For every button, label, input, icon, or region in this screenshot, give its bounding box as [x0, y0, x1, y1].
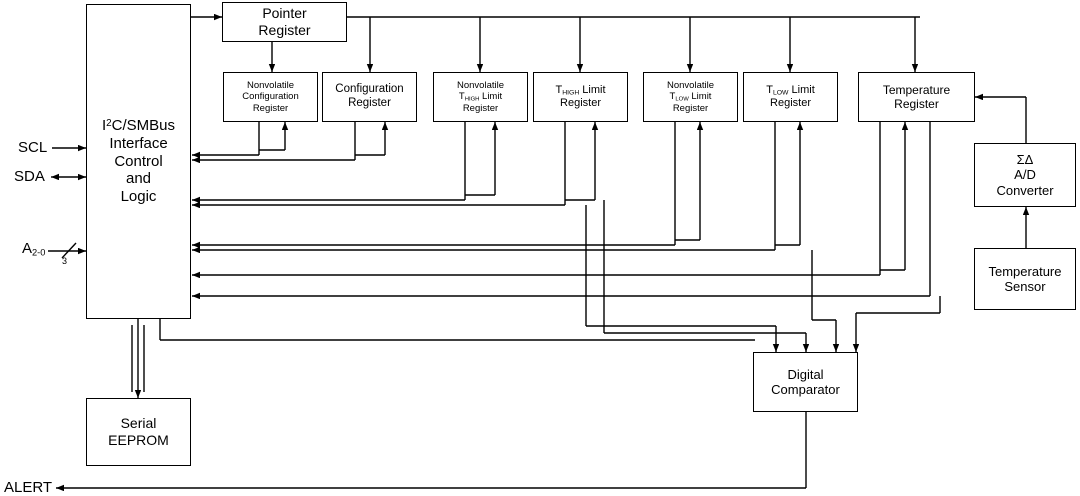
pin-label-sda: SDA [14, 168, 45, 185]
nv-thigh-line-3: Register [462, 103, 499, 115]
ad-converter-line-3: Converter [996, 182, 1054, 198]
block-nonvolatile-thigh-limit-register [433, 72, 528, 122]
serial-eeprom-line-1: Serial [120, 415, 157, 432]
serial-eeprom-line-2: EEPROM [108, 432, 169, 448]
nv-tlow-line-3: Register [672, 103, 709, 115]
digital-comparator-line-1: Digital [787, 366, 824, 382]
block-ad-converter [974, 143, 1076, 207]
tlow-line-1: $T_{LOW}$ Limit [766, 83, 815, 97]
interface-line-1: $I^2C$/SMBus [101, 117, 176, 135]
nv-tlow-line-1: Nonvolatile [667, 79, 714, 91]
ad-converter-line-2: A/D [1014, 167, 1036, 183]
block-temperature-register [858, 72, 975, 122]
block-serial-eeprom [86, 398, 191, 466]
nv-config-line-3: Register [252, 102, 289, 114]
block-configuration-register [322, 72, 417, 122]
tlow-line-2: Register [770, 97, 811, 110]
pointer-register-line-1: Pointer [262, 5, 307, 22]
nv-thigh-line-2: $T_{HIGH}$ Limit [458, 90, 503, 103]
config-register-line-1: Configuration [335, 83, 404, 96]
digital-comparator-line-2: Comparator [771, 382, 840, 397]
thigh-line-2: Register [560, 97, 601, 110]
block-tlow-limit-register [743, 72, 838, 122]
pin-label-alert: ALERT [4, 479, 53, 496]
config-register-line-2: Register [348, 97, 391, 109]
nv-thigh-line-1: Nonvolatile [457, 79, 504, 91]
temperature-sensor-line-2: Sensor [1004, 279, 1046, 294]
interface-line-4: and [125, 170, 152, 188]
interface-line-3: Control [114, 152, 163, 170]
thigh-line-1: $T_{HIGH}$ Limit [555, 83, 606, 97]
temperature-register-line-2: Register [894, 97, 939, 111]
block-nonvolatile-tlow-limit-register [643, 72, 738, 122]
ad-converter-line-1: ΣΔ [1016, 152, 1034, 167]
block-pointer-register [222, 2, 347, 42]
interface-line-5: Logic [120, 188, 157, 206]
block-temperature-sensor [974, 248, 1076, 310]
pin-label-address: $A_{2-0}$ [22, 240, 46, 258]
pointer-register-line-2: Register [258, 22, 311, 38]
nv-config-line-1: Nonvolatile [247, 80, 294, 92]
nv-config-line-2: Configuration [242, 91, 299, 103]
block-interface-control-logic [86, 4, 191, 319]
bus-width-label: 3 [62, 256, 68, 266]
block-digital-comparator [753, 352, 858, 412]
temperature-register-line-1: Temperature [882, 82, 951, 97]
nv-tlow-line-2: $T_{LOW}$ Limit [669, 90, 712, 103]
block-nonvolatile-configuration-register [223, 72, 318, 122]
pin-label-scl: SCL [18, 139, 48, 156]
block-thigh-limit-register [533, 72, 628, 122]
interface-line-2: Interface [109, 134, 168, 152]
temperature-sensor-line-1: Temperature [988, 263, 1062, 279]
